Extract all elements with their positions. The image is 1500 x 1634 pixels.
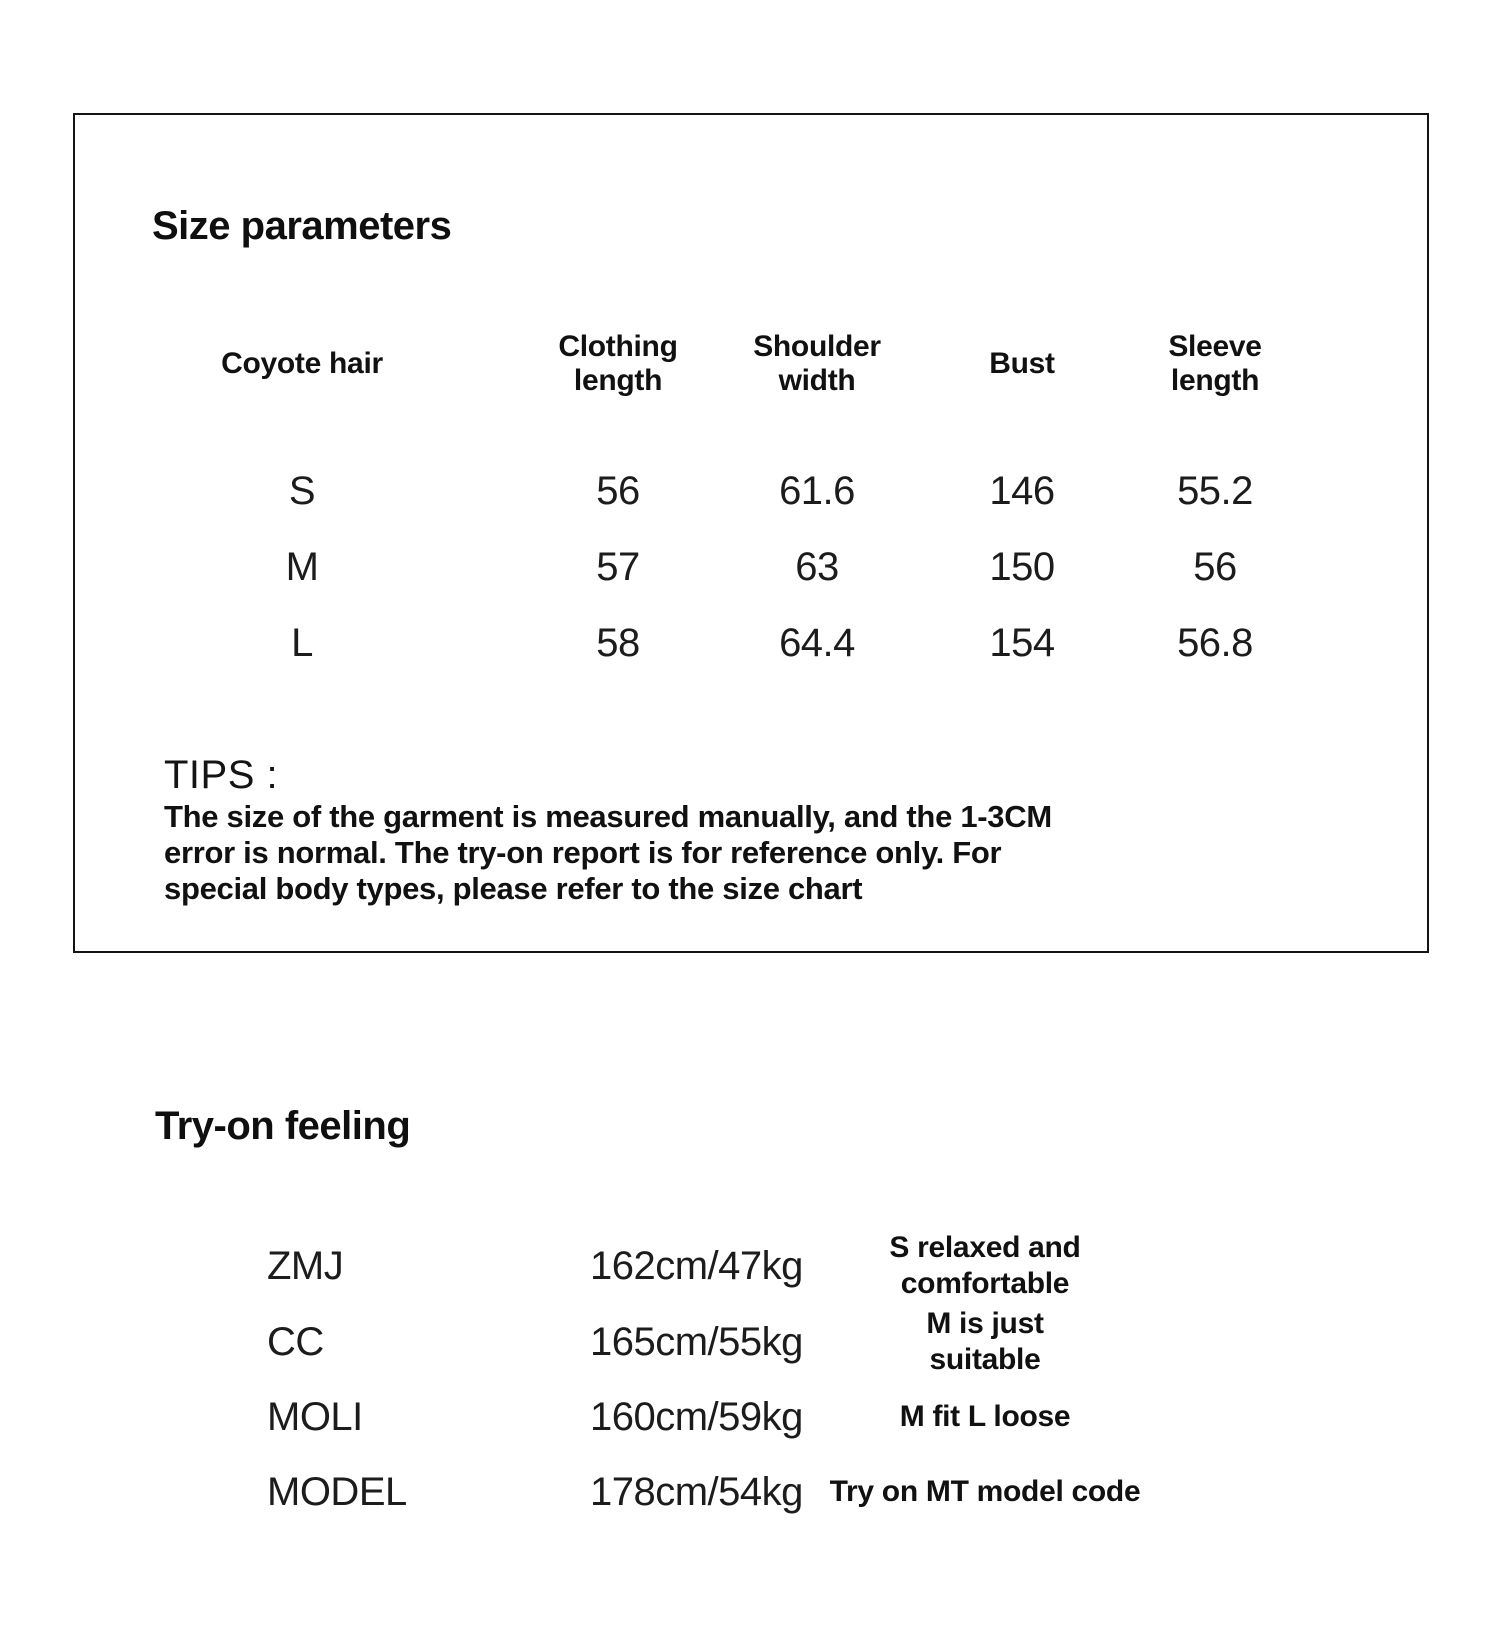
value-cell: 61.6: [779, 468, 855, 513]
tips-text-line: error is normal. The try-on report is for reference only. For: [164, 835, 1002, 870]
size-cell-m: M: [285, 544, 319, 589]
value-cell: 146: [989, 468, 1055, 513]
model-feeling-line: M is just: [926, 1307, 1044, 1340]
value-cell: 56: [1193, 544, 1237, 589]
tips-heading: TIPS :: [164, 753, 279, 797]
size-parameters-title: Size parameters: [152, 204, 452, 248]
size-cell-l: L: [291, 620, 313, 665]
model-stats: 165cm/55kg: [590, 1319, 803, 1364]
value-cell: 57: [596, 544, 640, 589]
tryon-row: [0, 1379, 1500, 1455]
tryon-feeling-title: Try-on feeling: [155, 1104, 411, 1148]
col-header-line: width: [778, 364, 856, 397]
col-header-bust: [922, 324, 1122, 404]
model-stats: 178cm/54kg: [590, 1469, 803, 1514]
col-header-line: Shoulder: [753, 330, 881, 363]
size-cell-s: S: [288, 468, 316, 513]
model-name: MOLI: [267, 1394, 363, 1439]
value-cell: 154: [989, 620, 1055, 665]
col-header-line: Sleeve: [1168, 330, 1262, 363]
col-header-line: length: [1170, 364, 1260, 397]
size-table-column-clothing-length: [518, 324, 718, 681]
model-feeling-line: comfortable: [900, 1267, 1070, 1300]
size-table-column-sleeve-length: [1115, 324, 1315, 681]
col-header-sleeve-length: [1115, 324, 1315, 404]
model-feeling: [785, 1228, 1185, 1304]
col-header-shoulder-width: [717, 324, 917, 404]
value-cell: 56.8: [1177, 620, 1253, 665]
col-header-coyote-hair: [172, 324, 432, 404]
model-feeling-line: suitable: [929, 1343, 1041, 1376]
model-feeling-line: M fit L loose: [899, 1400, 1071, 1433]
model-name: ZMJ: [267, 1243, 344, 1288]
tryon-row: [0, 1454, 1500, 1530]
col-header-line: Coyote hair: [221, 347, 383, 380]
size-table-column-bust: [922, 324, 1122, 681]
value-cell: 56: [596, 468, 640, 513]
col-header-clothing-length: [518, 324, 718, 404]
size-parameters-box: [73, 113, 1429, 953]
size-table-column-shoulder-width: [717, 324, 917, 681]
model-name: CC: [267, 1319, 324, 1364]
value-cell: 64.4: [779, 620, 855, 665]
size-table-column-sizes: [172, 324, 432, 681]
value-cell: 63: [795, 544, 839, 589]
col-header-line: length: [573, 364, 663, 397]
tips-text-line: special body types, please refer to the size chart: [164, 871, 863, 906]
model-name: MODEL: [267, 1469, 407, 1514]
model-feeling: [785, 1304, 1185, 1380]
model-feeling-line: S relaxed and: [889, 1231, 1081, 1264]
model-stats: 160cm/59kg: [590, 1394, 803, 1439]
model-feeling: [785, 1454, 1185, 1530]
model-feeling: [785, 1379, 1185, 1455]
model-feeling-line: Try on MT model code: [829, 1475, 1141, 1508]
tryon-row: [0, 1304, 1500, 1380]
tryon-row: [0, 1228, 1500, 1304]
model-stats: 162cm/47kg: [590, 1243, 803, 1288]
col-header-line: Clothing: [558, 330, 678, 363]
value-cell: 150: [989, 544, 1055, 589]
tips-text-line: The size of the garment is measured manually, and the 1-3CM: [164, 799, 1052, 834]
col-header-line: Bust: [989, 347, 1055, 380]
value-cell: 58: [596, 620, 640, 665]
value-cell: 55.2: [1177, 468, 1253, 513]
tips-text: [164, 799, 1052, 907]
